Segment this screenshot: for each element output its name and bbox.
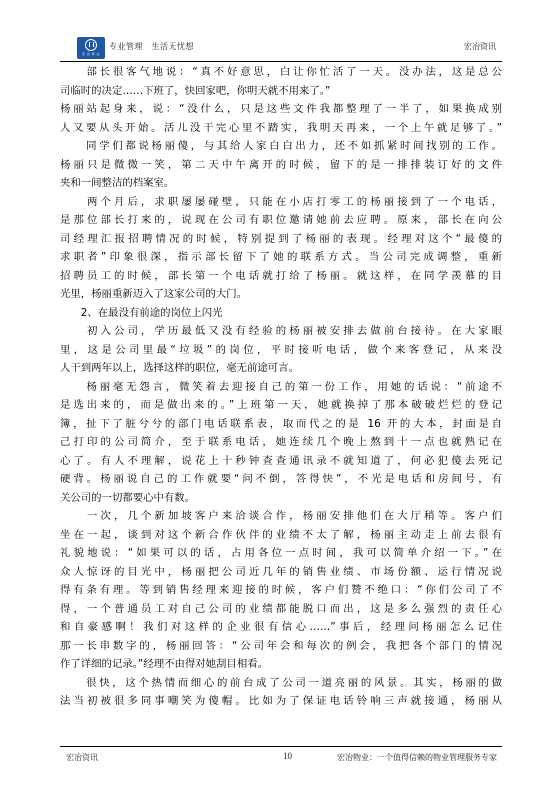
text-line: 是选出来的，而是做出来的。”上班第一天，她就换掉了那本破破烂烂的登记 [60,399,502,411]
text-line: 杨丽只是微微一笑，第二天中午离开的时候，留下的是一排排装订好的文件 [60,158,502,171]
text-line: 那一长串数字的，杨丽回答：“公司年会和每次的例会，我把各个部门的情况 [60,639,502,652]
text-line: 关公司的一切都要心中有数。 [60,491,196,504]
text-line: 己打印的公司简介，至于联系电话，她连续几个晚上熬到十一点也就熟记在 [60,436,502,448]
text-line: 人干到两年以上，选择这样的职位，毫无前途可言。 [60,362,299,374]
logo-caption: 宏 冶 物 业 [81,52,101,56]
text-line: 光里，杨丽重新迈入了这家公司的大门。 [60,288,248,300]
footer-divider [60,746,502,747]
text-line: 杨丽毫无怨言，微笑着去迎接自己的第一份工作，用她的话说：“前途不 [60,380,502,393]
header-slogan: 专业管理 生活无忧想 [109,42,194,51]
text-line: 很快，这个热情而细心的前台成了公司一道亮丽的风景。其实，杨丽的做 [60,676,502,689]
text-line: 法当初被很多同事嘲笑为傻帽。比如为了保证电话铃响三声就接通，杨丽从 [60,695,502,707]
text-line: 一次，几个新加坡客户来洽谈合作，杨丽安排他们在大厅稍等。客户们 [60,510,502,522]
text-line: 心了。有人不理解，说花上十秒钟查查通讯录不就知道了，何必犯傻去死记 [60,454,502,467]
header-company-name: 宏冶资讯 [464,42,496,51]
text-line: 坐在一起，谈到对这个新合作伙伴的业绩不太了解，杨丽主动走上前去很有 [60,528,502,541]
section-heading: 2、在最没有前途的岗位上闪光 [60,306,223,319]
page-header [60,33,502,63]
text-line: 部长很客气地说：“真不好意思，白让你忙活了一天。没办法，这是总公 [60,66,502,78]
text-line: 众人惊讶的目光中，杨丽把公司近几年的销售业绩、市场份额、运行情况说 [60,565,502,578]
text-line: 得，一个普通员工对自己公司的业绩都能脱口而出，这是多么强烈的责任心 [60,602,502,615]
footer-right-text: 宏冶物业：一个值得信赖的物业管理服务专家 [337,753,497,762]
company-logo [77,37,105,59]
text-line: 和自豪感啊！我们对这样的企业很有信心……”事后，经理问杨丽怎么记住 [60,621,502,633]
text-line: 簿，扯下了脏兮兮的部门电话联系表，取而代之的是 16 开的大本，封面是自 [60,417,502,430]
text-line: 作了详细的记录。”经理不由得对她刮目相看。 [60,658,268,670]
text-line: 里，这是公司里最“垃圾”的岗位，平时接听电话，做个来客登记，从来没 [60,343,502,356]
text-line: 是那位部长打来的，说现在公司有职位邀请她前去应聘。原来，部长在向公 [60,214,502,226]
text-line: 司经理汇报招聘情况的时候，特别提到了杨丽的表现。经理对这个“最傻的 [60,232,502,245]
text-line: 硬背。杨丽说自己的工作就要“问不倒，答得快”，不光是电话和房间号，有 [60,473,502,485]
text-line: 初入公司，学历最低又没有经验的杨丽被安排去做前台接待。在大家眼 [60,325,502,337]
text-line: 杨丽站起身来，说：“没什么，只是这些文件我都整理了一半了，如果换成别 [60,103,502,115]
text-line: 礼貌地说：“如果可以的话，占用各位一点时间，我可以简单介绍一下。”在 [60,547,502,559]
text-line: 招聘员工的时候，部长第一个电话就打给了杨丽。就这样，在同学羡慕的目 [60,269,502,282]
text-line: 得有条有理。等到销售经理来迎接的时候，客户们赞不绝口：“你们公司了不 [60,584,502,596]
page-number: 10 [283,751,292,761]
text-line: 夹和一间整洁的档案室。 [60,177,175,189]
text-line: 同学们都说杨丽傻，与其给人家白白出力，还不如抓紧时间找别的工作。 [60,140,502,152]
text-line: 两个月后，求职屡屡碰壁，只能在小店打零工的杨丽接到了一个电话， [60,195,502,208]
document-body [60,63,502,711]
logo-emblem-icon [85,39,97,51]
text-line: 人又要从头开始。活儿没干完心里不踏实，我明天再来，一个上午就足够了。” [60,121,502,134]
text-line: 求职者”印象很深，指示部长留下了她的联系方式。当公司完成调整，重新 [60,251,502,263]
footer-left-text: 宏冶资讯 [66,753,98,762]
text-line: 司临时的决定……下班了，快回家吧，你明天就不用来了。” [60,84,331,97]
header-divider [60,61,502,62]
